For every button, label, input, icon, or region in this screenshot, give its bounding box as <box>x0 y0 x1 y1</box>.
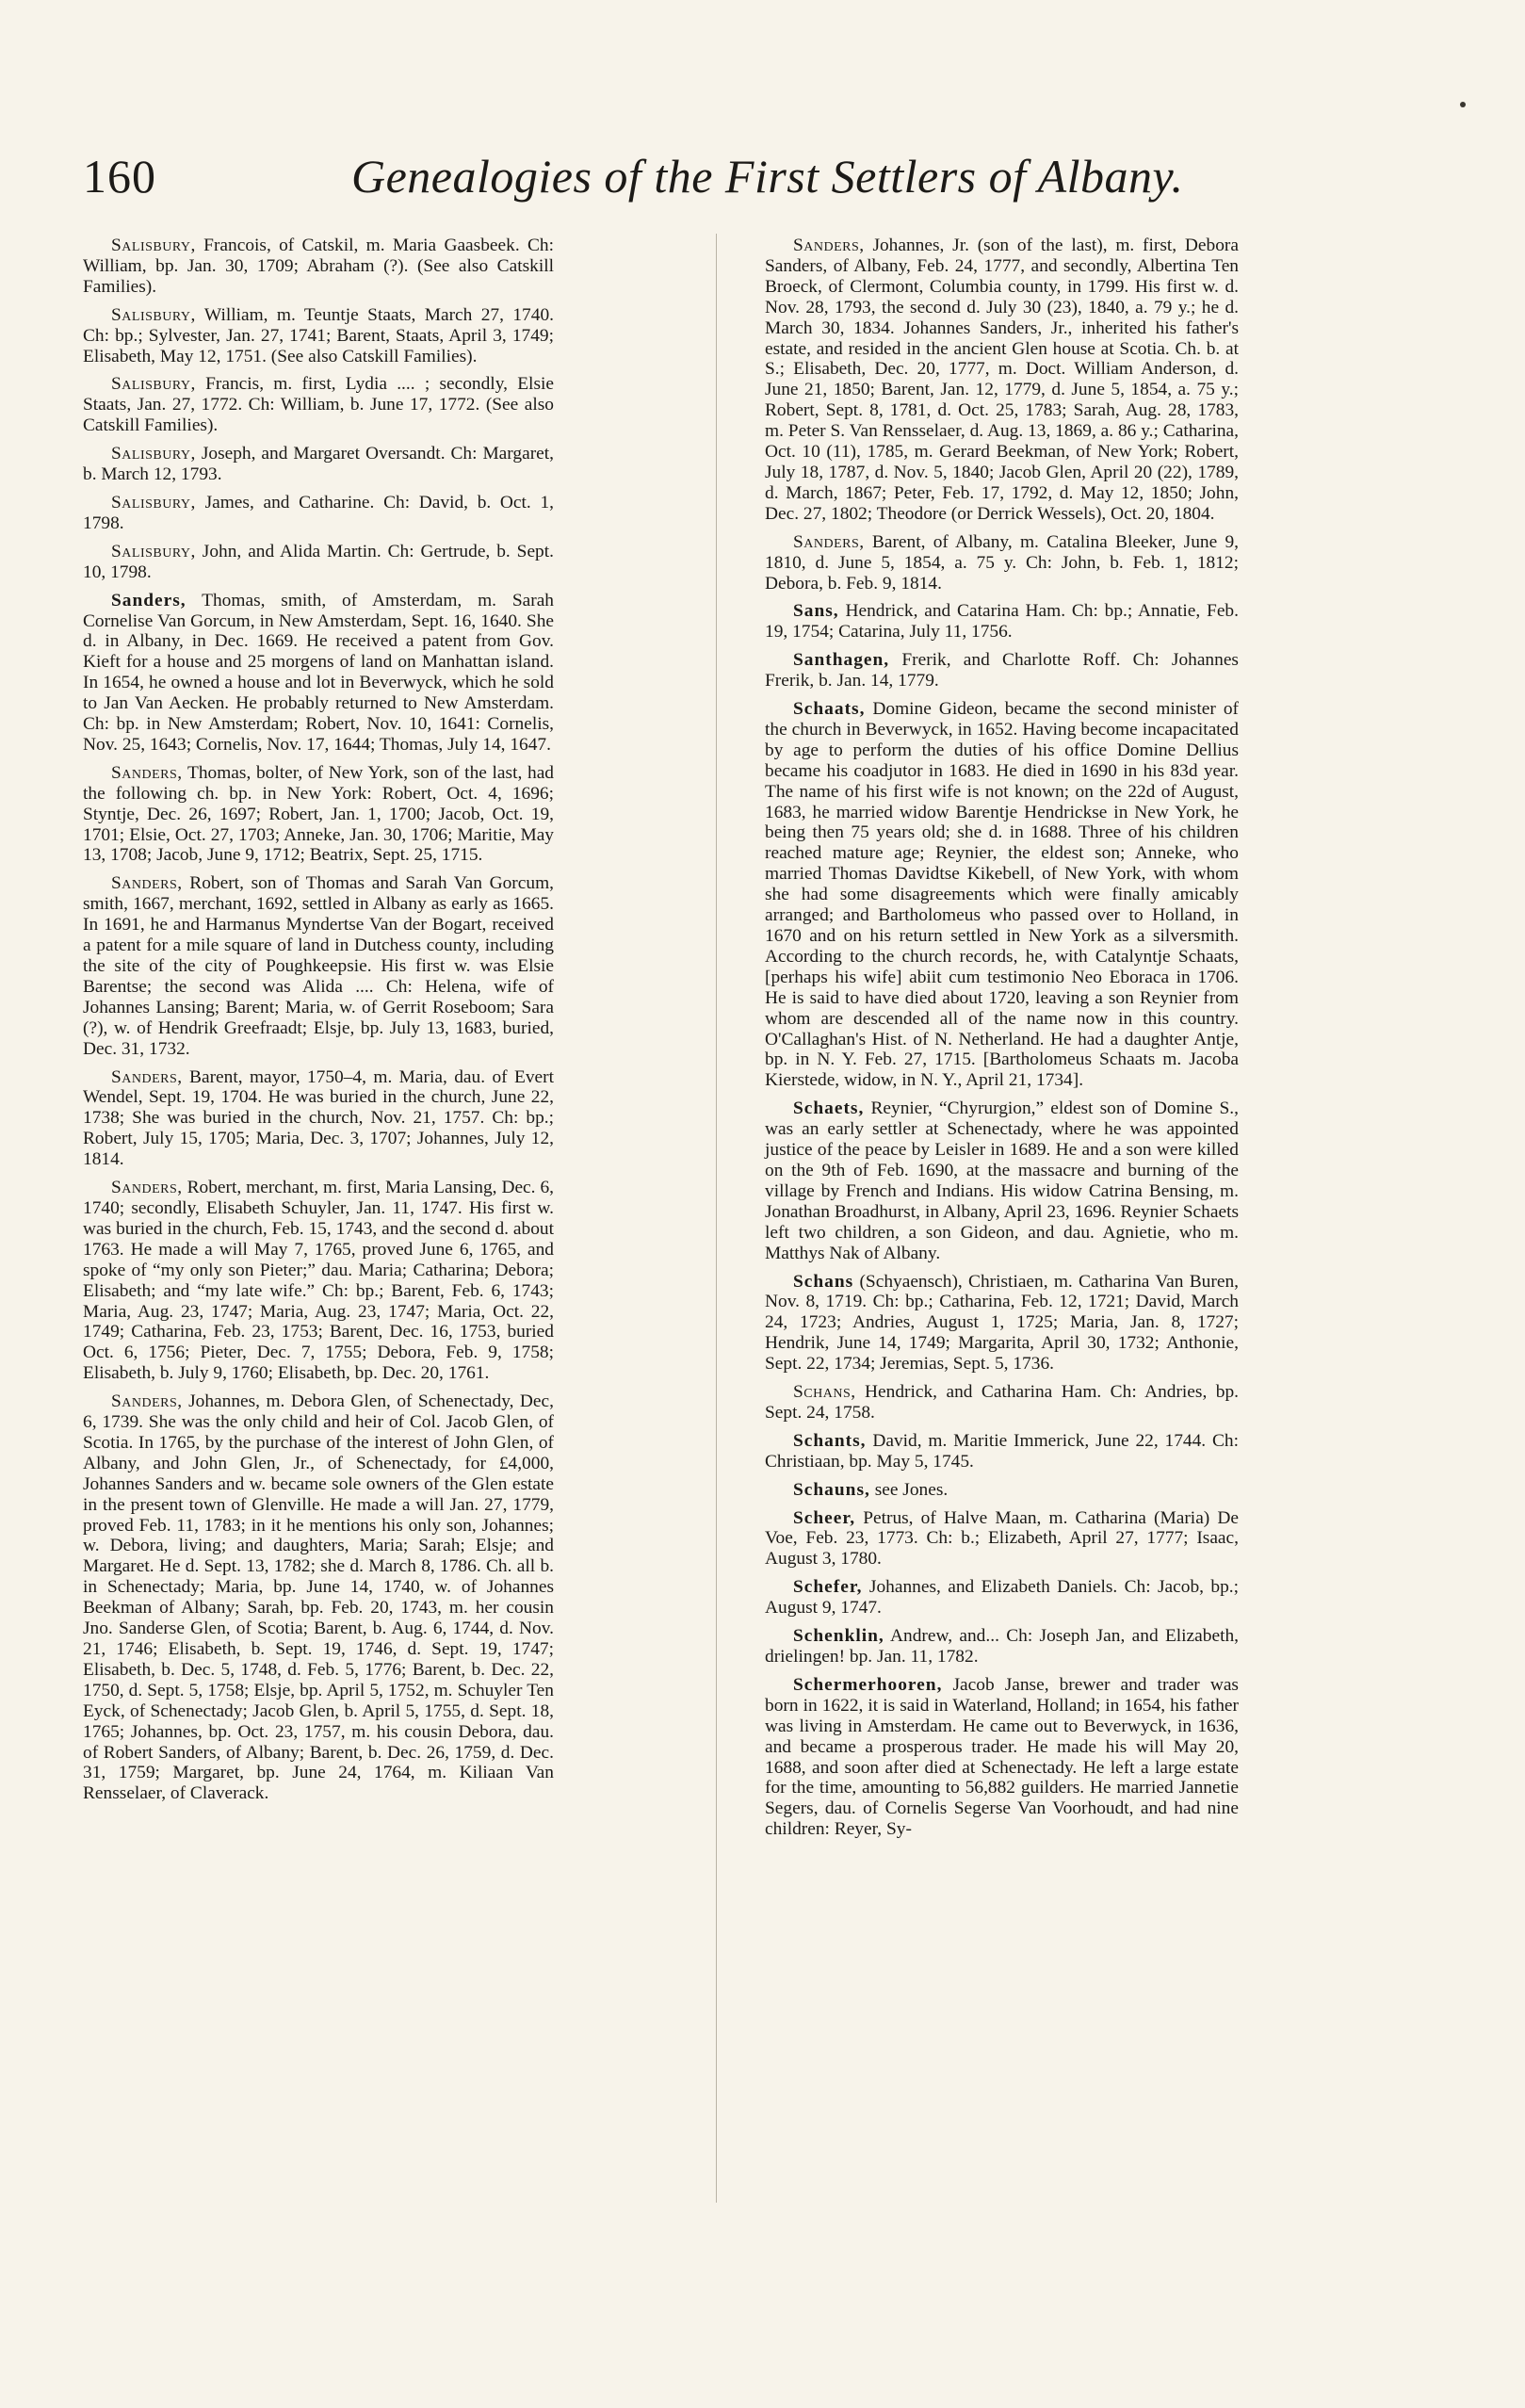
entry-text: see Jones. <box>874 1479 949 1500</box>
genealogy-entry <box>765 236 1239 525</box>
entry-text: Robert, son of Thomas and Sarah Van Gorcum, smith, 1667, merchant, 1692, settled in Albany as early as 1665. In 1691, he and Harmanus Myndertse Van der Bogart, received a patent for a mile square of land in Dutchess county, including the site of the city of Poughkeepsie. His first w. was Elsie Barentse; the second was Alida .... Ch: Helena, wife of Johannes Lansing; Barent; Maria, w. of Gerrit Roseboom; Sara (?), w. of Hendrik Greefraadt; Elsje, bp. July 13, 1683, buried, Dec. 31, 1732. <box>83 873 554 1059</box>
entry-text: Robert, merchant, m. first, Maria Lansing, Dec. 6, 1740; secondly, Elisabeth Schuyler, Jan. 11, 1747. His first w. was buried in the church, Feb. 15, 1743, and the second d. about 1763. He made a will May 7, 1765, proved June 6, 1765, and spoke of “my only son Pieter;” dau. Maria; Catharina; Debora; Elisabeth; and “my late wife.” Ch: bp.; Barent, Feb. 6, 1743; Maria, Aug. 23, 1747; Maria, Aug. 23, 1747; Maria, Oct. 22, 1749; Catharina, Feb. 23, 1753; Barent, Dec. 16, 1753, buried Oct. 6, 1756; Pieter, Dec. 7, 1755; Debora, Feb. 9, 1758; Elisabeth, b. July 9, 1760; Elisabeth, bp. Dec. 20, 1761. <box>83 1178 554 1384</box>
genealogy-entry <box>83 763 554 867</box>
entry-text: Barent, mayor, 1750–4, m. Maria, dau. of Evert Wendel, Sept. 19, 1704. He was buried in the church, June 22, 1738; She was buried in the church, Nov. 21, 1757. Ch: bp.; Robert, July 15, 1705; Maria, Dec. 3, 1707; Johannes, July 12, 1814. <box>83 1066 554 1170</box>
entry-surname: Salisbury, <box>111 541 196 561</box>
entry-text: Thomas, smith, of Amsterdam, m. Sarah Cornelise Van Gorcum, in New Amsterdam, Sept. 16, 1640. She d. in Albany, in Dec. 1669. He received a patent from Gov. Kieft for a house and 25 morgens of land on Manhattan island. In 1654, he owned a house and lot in Beverwyck, which he sold to Jan Van Aecken. He probably returned to New Amsterdam. Ch: bp. in New Amsterdam; Robert, Nov. 10, 1641: Cornelis, Nov. 25, 1643; Cornelis, Nov. 17, 1644; Thomas, July 14, 1647. <box>83 590 555 755</box>
entry-text: Hendrick, and Catharina Ham. Ch: Andries, bp. Sept. 24, 1758. <box>765 1382 1239 1423</box>
genealogy-entry <box>83 542 554 583</box>
entry-text: Frerik, and Charlotte Roff. Ch: Johannes Frerik, b. Jan. 14, 1779. <box>765 650 1239 691</box>
entry-text: Johannes, m. Debora Glen, of Schenectady, Dec, 6, 1739. She was the only child and heir of Col. Jacob Glen, of Scotia. In 1765, by the purchase of the interest of John Glen, of Albany, and John Glen, Jr., of Schenectady, for £4,000, Johannes Sanders and w. became sole owners of the Glen estate in the present town of Glenville. He made a will Jan. 27, 1779, proved Feb. 11, 1783; in it he mentions his only son, Johannes; w. Debora, living; and daughters, Maria; Sarah; Elsje; and Margaret. He d. Sept. 13, 1782; she d. March 8, 1786. Ch. all b. in Schenectady; Maria, bp. June 14, 1740, w. of Johannes Beekman of Albany; Sarah, bp. Feb. 20, 1743, m. her cousin Jno. Sanderse Glen, of Scotia; Barent, b. Aug. 6, 1744, d. Nov. 21, 1746; Elisabeth, b. Sept. 19, 1746, d. Sept. 19, 1747; Elisabeth, b. Dec. 5, 1748, d. Feb. 5, 1776; Barent, b. Dec. 22, 1750, d. Sept. 5, 1758; Elsje, bp. April 5, 1752, m. Schuyler Ten Eyck, of Schenectady; Jacob Glen, b. April 5, 1755, d. Sept. 18, 1765; Johannes, bp. Oct. 23, 1757, m. his cousin Debora, dau. of Robert Sanders, of Albany; Barent, b. Dec. 26, 1759, d. Dec. 31, 1759; Margaret, bp. June 24, 1764, m. Kiliaan Van Rensselaer, of Claverack. <box>83 1391 554 1804</box>
entry-surname: Scheer, <box>793 1507 856 1528</box>
genealogy-entry <box>765 1675 1239 1840</box>
entry-surname: Sans, <box>793 601 839 622</box>
genealogy-entry <box>765 1098 1239 1263</box>
left-column <box>83 236 554 1812</box>
genealogy-entry <box>765 1431 1239 1472</box>
genealogy-entry <box>765 1480 1239 1501</box>
entry-text: Jacob Janse, brewer and trader was born in 1622, it is said in Waterland, Holland; in 1654, his father was living in Amsterdam. He came out to Beverwyck, in 1636, and became a prosperous trader. He made his will May 20, 1688, and soon after died at Schenectady. He left a large estate for the time, amounting to 56,882 guilders. He married Jannetie Segers, dau. of Cornelis Segerse Van Voorhoudt, and had nine children: Reyer, Sy- <box>765 1674 1239 1840</box>
genealogy-entry <box>765 1577 1239 1619</box>
genealogy-entry <box>83 493 554 534</box>
genealogy-entry <box>765 1508 1239 1570</box>
entry-surname: Sanders, <box>793 531 865 552</box>
entry-surname: Schans <box>793 1271 854 1292</box>
column-divider <box>716 234 717 2203</box>
entry-surname: Sanders, <box>111 762 183 783</box>
ink-speck <box>1460 102 1466 107</box>
entry-text: Hendrick, and Catarina Ham. Ch: bp.; Annatie, Feb. 19, 1754; Catarina, July 11, 1756. <box>765 601 1239 643</box>
entry-text: Reynier, “Chyrurgion,” eldest son of Domine S., was an early settler at Schenectady, where he was appointed justice of the peace by Leisler in 1689. He and a son were killed on the 9th of Feb. 1690, at the massacre and burning of the village by French and Indians. His widow Catrina Bensing, m. Jonathan Broadhurst, in Albany, April 23, 1696. Reynier Schaets left two children, a son Gideon, and dau. Agnietie, who m. Matthys Nak of Albany. <box>765 1098 1239 1263</box>
entry-surname: Sanders, <box>111 1066 183 1087</box>
genealogy-entry <box>765 601 1239 643</box>
genealogy-entry <box>83 305 554 367</box>
genealogy-entry <box>83 444 554 485</box>
entry-surname: Sanders, <box>793 236 865 255</box>
entry-surname: Schans, <box>793 1382 856 1403</box>
running-title: Genealogies of the First Settlers of Albany. <box>351 150 1184 203</box>
entry-surname: Sanders, <box>111 1391 183 1412</box>
entry-surname: Schauns, <box>793 1479 870 1500</box>
entry-text: William, m. Teuntje Staats, March 27, 1740. Ch: bp.; Sylvester, Jan. 27, 1741; Barent, Staats, April 3, 1749; Elisabeth, May 12, 1751. (See also Catskill Families). <box>83 304 554 366</box>
entry-text: Thomas, bolter, of New York, son of the last, had the following ch. bp. in New York: Robert, Oct. 4, 1696; Styntje, Dec. 26, 1697; Robert, Jan. 1, 1700; Jacob, Oct. 19, 1701; Elsie, Oct. 27, 1703; Anneke, Jan. 30, 1706; Maritie, May 13, 1708; Jacob, June 9, 1712; Beatrix, Sept. 25, 1715. <box>83 762 554 866</box>
entry-text: Johannes, Jr. (son of the last), m. first, Debora Sanders, of Albany, Feb. 24, 1777, and secondly, Albertina Ten Broeck, of Clermont, Columbia county, in 1799. His first w. d. Nov. 28, 1793, the second d. July 30 (23), 1840, a. 79 y.; he d. March 30, 1834. Johannes Sanders, Jr., inherited his father's estate, and resided in the ancient Glen house at Scotia. Ch. b. at S.; Elisabeth, Dec. 20, 1777, m. Doct. William Anderson, d. June 21, 1850; Barent, Jan. 12, 1779, d. June 5, 1854, a. 75 y.; Robert, Sept. 8, 1781, d. Oct. 25, 1783; Sarah, Aug. 28, 1783, m. Peter S. Van Rensselaer, d. Aug. 13, 1869, a. 86 y.; Catharina, Oct. 10 (11), 1785, m. Gerard Beekman, of New York; Robert, July 18, 1787, d. Nov. 5, 1840; Jacob Glen, April 20 (22), 1789, d. March, 1867; Peter, Feb. 17, 1792, d. May 12, 1850; John, Dec. 27, 1802; Theodore (or Derrick Wessels), Oct. 20, 1804. <box>765 236 1239 524</box>
entry-text: Domine Gideon, became the second minister of the church in Beverwyck, in 1652. Having become incapacitated by age to perform the duties of his office Domine Dellius became his coadjutor in 1683. He died in 1690 in his 83d year. The name of his first wife is not known; on the 22d of August, 1683, he married widow Barentje Hendrickse in New York, he being then 75 years old; she d. in 1688. Three of his children reached mature age; Reynier, the eldest son; Anneke, who married Thomas Davidtse Kikebell, of New York, with whom she had some disagreements which were finally amicably arranged; and Bartholomeus who passed over to Holland, in 1670 and on his return settled in New York as a silversmith. According to the church records, he, with Catalyntje Schaats, [perhaps his wife] abiit cum testimonio Neo Eboraca in 1706. He is said to have died about 1720, leaving a son Reynier from whom are descended all of the name now in this country. O'Callaghan's Hist. of N. Netherland. He had a daughter Antje, bp. in N. Y. Feb. 27, 1715. [Bartholomeus Schaats m. Jacoba Kierstede, widow, in N. Y., April 21, 1734]. <box>765 699 1239 1091</box>
entry-surname: Salisbury, <box>111 304 196 325</box>
entry-text: Francois, of Catskil, m. Maria Gaasbeek. Ch: William, bp. Jan. 30, 1709; Abraham (?). (See also Catskill Families). <box>83 236 554 297</box>
entry-surname: Sanders, <box>111 873 183 894</box>
entry-text: Joseph, and Margaret Oversandt. Ch: Margaret, b. March 12, 1793. <box>83 444 554 485</box>
entry-surname: Schenklin, <box>793 1626 884 1647</box>
entry-surname: Schants, <box>793 1430 867 1451</box>
entry-text: Johannes, and Elizabeth Daniels. Ch: Jacob, bp.; August 9, 1747. <box>765 1577 1239 1619</box>
entry-surname: Salisbury, <box>111 444 196 464</box>
entry-surname: Schefer, <box>793 1577 863 1598</box>
genealogy-entry <box>765 1382 1239 1424</box>
genealogy-entry <box>765 532 1239 594</box>
genealogy-entry <box>83 1391 554 1804</box>
entry-text: Petrus, of Halve Maan, m. Catharina (Maria) De Voe, Feb. 23, 1773. Ch: b.; Elizabeth, April 27, 1777; Isaac, August 3, 1780. <box>765 1507 1239 1570</box>
entry-text: Francis, m. first, Lydia .... ; secondly, Elsie Staats, Jan. 27, 1772. Ch: William, b. June 17, 1772. (See also Catskill Families). <box>83 374 554 436</box>
entry-text: John, and Alida Martin. Ch: Gertrude, b. Sept. 10, 1798. <box>83 541 554 582</box>
entry-text: Andrew, and... Ch: Joseph Jan, and Elizabeth, drielingen! bp. Jan. 11, 1782. <box>765 1626 1240 1667</box>
genealogy-entry <box>765 699 1239 1091</box>
entry-text: Barent, of Albany, m. Catalina Bleeker, June 9, 1810, d. June 5, 1854, a. 75 y. Ch: John, b. Feb. 1, 1812; Debora, b. Feb. 9, 1814. <box>765 531 1239 594</box>
entry-text: James, and Catharine. Ch: David, b. Oct. 1, 1798. <box>83 492 554 533</box>
entry-surname: Salisbury, <box>111 374 196 395</box>
entry-surname: Salisbury, <box>111 492 196 513</box>
genealogy-entry <box>83 236 554 298</box>
entry-text: David, m. Maritie Immerick, June 22, 1744. Ch: Christiaan, bp. May 5, 1745. <box>765 1430 1239 1472</box>
page-header <box>83 141 1185 207</box>
genealogy-entry <box>83 591 554 756</box>
entry-text: (Schyaensch), Christiaen, m. Catharina Van Buren, Nov. 8, 1719. Ch: bp.; Catharina, Feb. 12, 1721; David, March 24, 1723; Andries, August 1, 1725; Maria, Jan. 8, 1727; Hendrik, June 14, 1749; Margarita, April 30, 1732; Anthonie, Sept. 22, 1734; Jeremias, Sept. 5, 1736. <box>765 1271 1239 1375</box>
genealogy-entry <box>83 1178 554 1384</box>
entry-surname: Salisbury, <box>111 236 196 255</box>
entry-surname: Santhagen, <box>793 650 890 671</box>
page-number: 160 <box>83 150 156 203</box>
entry-surname: Schaats, <box>793 699 866 720</box>
genealogy-entry <box>765 1272 1239 1375</box>
genealogy-entry <box>83 1067 554 1171</box>
entry-surname: Sanders, <box>111 590 187 610</box>
genealogy-entry <box>765 650 1239 691</box>
entry-surname: Schermerhooren, <box>793 1674 943 1695</box>
genealogy-entry <box>83 873 554 1059</box>
right-column <box>765 236 1239 1847</box>
entry-surname: Sanders, <box>111 1178 183 1198</box>
entry-surname: Schaets, <box>793 1098 865 1119</box>
genealogy-entry <box>83 374 554 436</box>
genealogy-entry <box>765 1626 1239 1668</box>
